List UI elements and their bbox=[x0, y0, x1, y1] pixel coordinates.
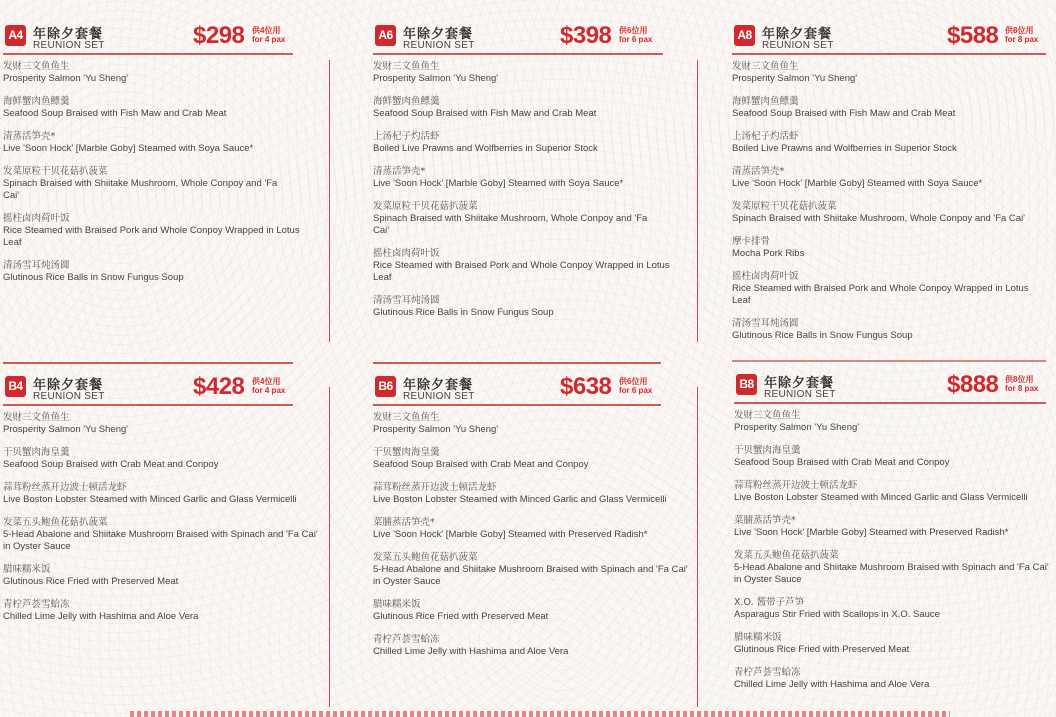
set-title-zh: 年除夕套餐 bbox=[762, 27, 833, 42]
dish-item bbox=[373, 552, 688, 588]
set-pax bbox=[1005, 375, 1038, 393]
dish-item bbox=[373, 295, 663, 319]
dish-name-zh: 清汤雪耳炖汤圆 bbox=[732, 318, 799, 329]
dish-item bbox=[3, 599, 293, 623]
dish-name-zh: 干贝蟹肉海皇羹 bbox=[734, 445, 801, 456]
pax-zh: 供6位用 bbox=[619, 26, 648, 35]
set-header bbox=[732, 17, 1046, 55]
dish-name-zh: 发菜五头鲍鱼花菇扒菠菜 bbox=[373, 552, 478, 563]
set-a8 bbox=[732, 17, 1046, 353]
dish-name-zh: 上汤杞子灼活虾 bbox=[373, 131, 440, 142]
dish-name-zh: 发财三文鱼鱼生 bbox=[373, 412, 440, 423]
dish-name-zh: 摇柱卤肉荷叶饭 bbox=[373, 248, 440, 259]
set-price: $638 bbox=[560, 373, 612, 400]
dish-name-en: Rice Steamed with Braised Pork and Whole Conpoy Wrapped in Lotus Leaf bbox=[3, 225, 300, 248]
set-title-zh: 年除夕套餐 bbox=[33, 27, 104, 42]
column-divider bbox=[697, 387, 698, 707]
dish-name-zh: 发菜原粒干贝花菇扒菠菜 bbox=[732, 201, 837, 212]
footer-note-strip bbox=[130, 711, 950, 717]
dish-name-en: 5-Head Abalone and Shiitake Mushroom Braised with Spinach and 'Fa Cai' in Oyster Sauce bbox=[3, 529, 318, 552]
set-title-zh: 年除夕套餐 bbox=[403, 378, 474, 393]
dish-name-zh: 发菜五头鲍鱼花菇扒菠菜 bbox=[3, 517, 108, 528]
set-code-badge: B8 bbox=[736, 374, 757, 395]
dish-item bbox=[3, 482, 297, 506]
dish-item bbox=[734, 410, 1046, 434]
dish-name-en: Glutinous Rice Balls in Snow Fungus Soup bbox=[373, 307, 554, 318]
dish-name-zh: 摇柱卤肉荷叶饭 bbox=[3, 213, 70, 224]
dish-name-zh: 青柠芦荟雪蛤冻 bbox=[734, 667, 801, 678]
dish-item bbox=[734, 632, 1046, 656]
set-price: $588 bbox=[947, 22, 999, 49]
set-b8 bbox=[734, 362, 1049, 702]
dish-list bbox=[373, 55, 670, 319]
dish-item bbox=[734, 597, 1046, 621]
dish-item bbox=[732, 61, 1046, 85]
dish-name-en: Prosperity Salmon 'Yu Sheng' bbox=[732, 73, 858, 84]
set-code-badge: A8 bbox=[734, 25, 755, 46]
dish-item bbox=[3, 564, 293, 588]
dish-name-zh: 蒜茸粉丝蒸开边波士顿活龙虾 bbox=[734, 480, 858, 491]
dish-name-zh: 发菜原粒干贝花菇扒菠菜 bbox=[3, 166, 108, 177]
dish-item bbox=[732, 131, 1046, 155]
dish-item bbox=[3, 517, 318, 553]
set-title-en: REUNION SET bbox=[33, 391, 105, 402]
dish-name-zh: 清蒸活笋壳* bbox=[732, 166, 785, 177]
dish-name-en: Chilled Lime Jelly with Hashima and Aloe Vera bbox=[734, 679, 930, 690]
dish-item bbox=[373, 166, 663, 190]
dish-name-zh: 海鲜蟹肉鱼鳔羹 bbox=[373, 96, 440, 107]
dish-name-zh: 干贝蟹肉海皇羹 bbox=[3, 447, 70, 458]
dish-name-en: Live 'Soon Hock' [Marble Goby] Steamed with Soya Sauce* bbox=[732, 178, 983, 189]
dish-name-en: Mocha Pork Ribs bbox=[732, 248, 805, 259]
dish-item bbox=[3, 260, 293, 284]
dish-name-zh: 发财三文鱼鱼生 bbox=[732, 61, 799, 72]
dish-name-zh: 蒜茸粉丝蒸开边波士顿活龙虾 bbox=[3, 482, 127, 493]
dish-name-zh: 清蒸活笋壳* bbox=[3, 131, 56, 142]
dish-item bbox=[734, 550, 1049, 586]
dish-list bbox=[3, 406, 318, 623]
set-header bbox=[373, 362, 661, 406]
set-title-en: REUNION SET bbox=[764, 389, 836, 400]
set-header bbox=[3, 362, 293, 406]
dish-item bbox=[732, 236, 1046, 260]
set-title-zh: 年除夕套餐 bbox=[33, 378, 104, 393]
set-price: $298 bbox=[193, 22, 245, 49]
dish-name-en: Boiled Live Prawns and Wolfberries in Superior Stock bbox=[732, 143, 957, 154]
dish-name-en: Seafood Soup Braised with Fish Maw and Crab Meat bbox=[373, 108, 597, 119]
pax-en: for 4 pax bbox=[252, 386, 286, 395]
set-code-badge: A4 bbox=[5, 25, 26, 46]
dish-name-zh: 发财三文鱼鱼生 bbox=[373, 61, 440, 72]
dish-name-en: Seafood Soup Braised with Crab Meat and Conpoy bbox=[3, 459, 219, 470]
dish-name-en: Rice Steamed with Braised Pork and Whole Conpoy Wrapped in Lotus Leaf bbox=[732, 283, 1029, 306]
dish-name-en: Spinach Braised with Shiitake Mushroom, Whole Conpoy and 'Fa Cai' bbox=[732, 213, 1025, 224]
dish-item bbox=[373, 248, 670, 284]
dish-list bbox=[732, 55, 1046, 342]
column-divider bbox=[329, 387, 330, 707]
dish-name-en: Glutinous Rice Balls in Snow Fungus Soup bbox=[732, 330, 913, 341]
dish-item bbox=[3, 61, 293, 85]
dish-item bbox=[373, 61, 663, 85]
dish-item bbox=[3, 213, 300, 249]
dish-name-en: Prosperity Salmon 'Yu Sheng' bbox=[373, 73, 499, 84]
dish-name-en: Spinach Braised with Shiitake Mushroom, Whole Conpoy and 'Fa Cai' bbox=[3, 178, 278, 201]
dish-name-zh: 腊味糯米饭 bbox=[3, 564, 51, 575]
dish-name-zh: 腊味糯米饭 bbox=[734, 632, 782, 643]
set-a6 bbox=[373, 17, 670, 330]
set-pax bbox=[252, 26, 285, 44]
set-code-badge: B4 bbox=[5, 376, 26, 397]
dish-name-zh: 上汤杞子灼活虾 bbox=[732, 131, 799, 142]
dish-item bbox=[732, 201, 1046, 225]
set-header bbox=[3, 17, 293, 55]
dish-name-en: Prosperity Salmon 'Yu Sheng' bbox=[373, 424, 499, 435]
dish-item bbox=[732, 271, 1046, 307]
dish-item bbox=[3, 96, 293, 120]
set-a4 bbox=[3, 17, 300, 295]
set-price: $428 bbox=[193, 373, 245, 400]
pax-zh: 供8位用 bbox=[1005, 375, 1034, 384]
set-code-badge: B6 bbox=[375, 376, 396, 397]
dish-item bbox=[3, 131, 293, 155]
set-title-en: REUNION SET bbox=[762, 40, 834, 51]
dish-name-en: Live 'Soon Hock' [Marble Goby] Steamed with Preserved Radish* bbox=[734, 527, 1009, 538]
dish-item bbox=[373, 131, 663, 155]
dish-name-en: 5-Head Abalone and Shiitake Mushroom Braised with Spinach and 'Fa Cai' in Oyster Sauce bbox=[373, 564, 688, 587]
dish-name-en: Glutinous Rice Fried with Preserved Meat bbox=[373, 611, 549, 622]
set-code-badge: A6 bbox=[375, 25, 396, 46]
set-title-zh: 年除夕套餐 bbox=[403, 27, 474, 42]
dish-name-en: Glutinous Rice Fried with Preserved Meat bbox=[734, 644, 910, 655]
dish-item bbox=[734, 515, 1046, 539]
set-pax bbox=[252, 377, 285, 395]
dish-name-zh: 蒜茸粉丝蒸开边波士顿活龙虾 bbox=[373, 482, 497, 493]
dish-item bbox=[373, 447, 661, 471]
dish-list bbox=[734, 404, 1049, 691]
dish-item bbox=[373, 634, 661, 658]
dish-name-en: Seafood Soup Braised with Crab Meat and Conpoy bbox=[373, 459, 589, 470]
dish-name-zh: 海鲜蟹肉鱼鳔羹 bbox=[3, 96, 70, 107]
pax-zh: 供6位用 bbox=[619, 377, 648, 386]
set-header bbox=[734, 362, 1046, 404]
pax-zh: 供4位用 bbox=[252, 26, 281, 35]
dish-name-zh: 发财三文鱼鱼生 bbox=[3, 412, 70, 423]
dish-name-zh: 菜脯蒸活笋壳* bbox=[734, 515, 796, 526]
dish-name-zh: 干贝蟹肉海皇羹 bbox=[373, 447, 440, 458]
dish-name-en: Seafood Soup Braised with Fish Maw and Crab Meat bbox=[732, 108, 956, 119]
set-title-en: REUNION SET bbox=[33, 40, 105, 51]
dish-name-zh: 清汤雪耳炖汤圆 bbox=[3, 260, 70, 271]
set-pax bbox=[1005, 26, 1038, 44]
set-title-zh: 年除夕套餐 bbox=[764, 376, 835, 391]
dish-name-en: Live 'Soon Hock' [Marble Goby] Steamed with Soya Sauce* bbox=[3, 143, 254, 154]
pax-zh: 供8位用 bbox=[1005, 26, 1034, 35]
column-divider bbox=[329, 60, 330, 342]
dish-item bbox=[734, 480, 1046, 504]
dish-name-zh: 发财三文鱼鱼生 bbox=[3, 61, 70, 72]
pax-en: for 6 pax bbox=[619, 35, 653, 44]
pax-en: for 4 pax bbox=[252, 35, 286, 44]
dish-name-zh: 摇柱卤肉荷叶饭 bbox=[732, 271, 799, 282]
dish-name-zh: 青柠芦荟雪蛤冻 bbox=[373, 634, 440, 645]
dish-name-zh: 发菜原粒干贝花菇扒菠菜 bbox=[373, 201, 478, 212]
dish-name-en: Glutinous Rice Balls in Snow Fungus Soup bbox=[3, 272, 184, 283]
pax-en: for 6 pax bbox=[619, 386, 653, 395]
dish-item bbox=[732, 166, 1046, 190]
dish-name-en: 5-Head Abalone and Shiitake Mushroom Braised with Spinach and 'Fa Cai' in Oyster Sauce bbox=[734, 562, 1049, 585]
dish-name-en: Chilled Lime Jelly with Hashima and Aloe Vera bbox=[373, 646, 569, 657]
dish-name-en: Live 'Soon Hock' [Marble Goby] Steamed with Soya Sauce* bbox=[373, 178, 624, 189]
dish-name-zh: 青柠芦荟雪蛤冻 bbox=[3, 599, 70, 610]
dish-name-zh: 菜脯蒸活笋壳* bbox=[373, 517, 435, 528]
dish-name-en: Live Boston Lobster Steamed with Minced Garlic and Glass Vermicelli bbox=[3, 494, 297, 505]
dish-name-zh: 摩卡排骨 bbox=[732, 236, 771, 247]
dish-name-en: Seafood Soup Braised with Crab Meat and Conpoy bbox=[734, 457, 950, 468]
dish-name-en: Glutinous Rice Fried with Preserved Meat bbox=[3, 576, 179, 587]
set-pax bbox=[619, 377, 652, 395]
dish-name-zh: 清汤雪耳炖汤圆 bbox=[373, 295, 440, 306]
dish-item bbox=[732, 318, 1046, 342]
dish-name-zh: 发财三文鱼鱼生 bbox=[734, 410, 801, 421]
dish-name-en: Prosperity Salmon 'Yu Sheng' bbox=[734, 422, 860, 433]
set-header bbox=[373, 17, 663, 55]
dish-item bbox=[373, 412, 661, 436]
dish-name-en: Chilled Lime Jelly with Hashima and Aloe Vera bbox=[3, 611, 199, 622]
dish-item bbox=[3, 412, 293, 436]
dish-item bbox=[373, 96, 663, 120]
dish-item bbox=[3, 166, 293, 202]
dish-name-zh: 发菜五头鲍鱼花菇扒菠菜 bbox=[734, 550, 839, 561]
dish-name-en: Live Boston Lobster Steamed with Minced Garlic and Glass Vermicelli bbox=[734, 492, 1028, 503]
set-pax bbox=[619, 26, 652, 44]
dish-item bbox=[734, 445, 1046, 469]
dish-item bbox=[373, 201, 663, 237]
dish-name-en: Prosperity Salmon 'Yu Sheng' bbox=[3, 424, 129, 435]
pax-en: for 8 pax bbox=[1005, 35, 1039, 44]
dish-name-en: Live 'Soon Hock' [Marble Goby] Steamed with Preserved Radish* bbox=[373, 529, 648, 540]
dish-item bbox=[732, 96, 1046, 120]
column-divider bbox=[697, 60, 698, 342]
set-title-en: REUNION SET bbox=[403, 391, 475, 402]
dish-item bbox=[373, 599, 661, 623]
pax-en: for 8 pax bbox=[1005, 384, 1039, 393]
dish-list bbox=[373, 406, 688, 658]
set-title-en: REUNION SET bbox=[403, 40, 475, 51]
dish-name-en: Spinach Braised with Shiitake Mushroom, Whole Conpoy and 'Fa Cai' bbox=[373, 213, 648, 236]
dish-item bbox=[3, 447, 293, 471]
dish-name-zh: 腊味糯米饭 bbox=[373, 599, 421, 610]
dish-name-zh: 海鲜蟹肉鱼鳔羹 bbox=[732, 96, 799, 107]
dish-name-en: Seafood Soup Braised with Fish Maw and Crab Meat bbox=[3, 108, 227, 119]
dish-item bbox=[373, 517, 661, 541]
dish-name-en: Prosperity Salmon 'Yu Sheng' bbox=[3, 73, 129, 84]
dish-name-en: Live Boston Lobster Steamed with Minced Garlic and Glass Vermicelli bbox=[373, 494, 667, 505]
dish-name-en: Boiled Live Prawns and Wolfberries in Superior Stock bbox=[373, 143, 598, 154]
dish-name-zh: 清蒸活笋壳* bbox=[373, 166, 426, 177]
dish-list bbox=[3, 55, 300, 284]
set-price: $398 bbox=[560, 22, 612, 49]
dish-name-zh: X.O. 酱带子芦笋 bbox=[734, 597, 805, 608]
set-b4 bbox=[3, 362, 318, 634]
dish-item bbox=[734, 667, 1046, 691]
pax-zh: 供4位用 bbox=[252, 377, 281, 386]
dish-name-en: Asparagus Stir Fried with Scallops in X.O. Sauce bbox=[734, 609, 940, 620]
set-b6 bbox=[373, 362, 688, 669]
set-price: $888 bbox=[947, 371, 999, 398]
dish-item bbox=[373, 482, 667, 506]
dish-name-en: Rice Steamed with Braised Pork and Whole Conpoy Wrapped in Lotus Leaf bbox=[373, 260, 670, 283]
